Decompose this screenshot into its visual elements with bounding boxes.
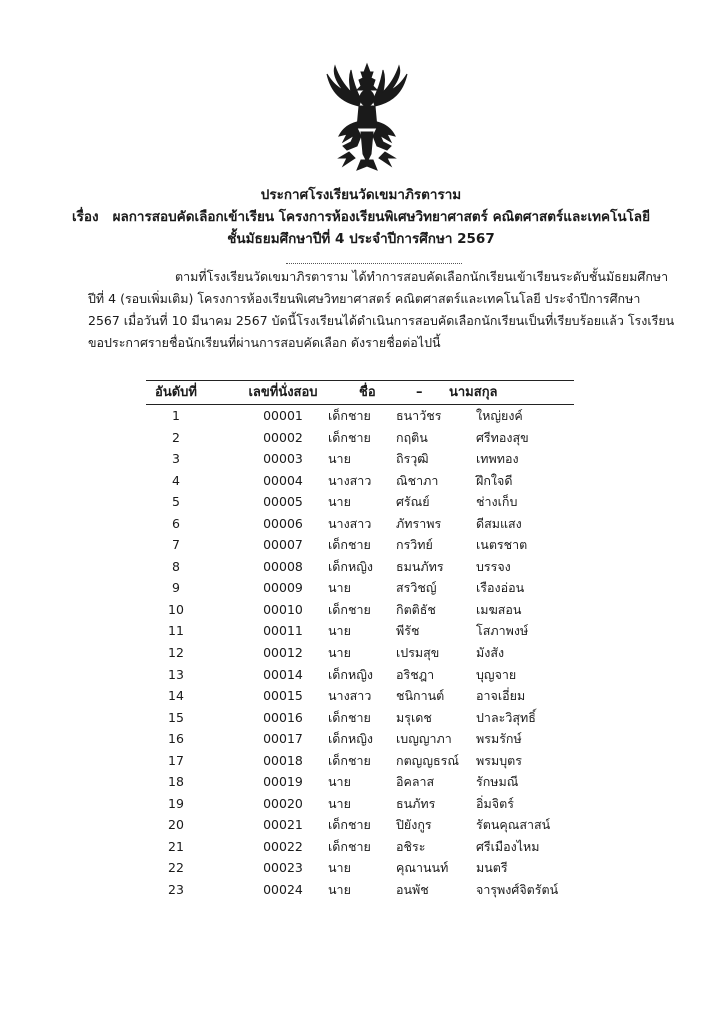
header-name: ชื่อ [359, 385, 376, 400]
body-line-1: ตามที่โรงเรียนวัดเขมาภิรตาราม ได้ทำการสอบคัดเลือกนักเรียนเข้าเรียนระดับชั้นมัธยมศึกษา [175, 269, 669, 284]
table-body [146, 405, 574, 901]
cell-last-name: รัตนคุณสาสน์ [476, 817, 551, 833]
cell-rank: 3 [172, 451, 180, 467]
cell-last-name: ศรีเมืองไหม [476, 838, 540, 854]
cell-rank: 23 [168, 882, 184, 898]
cell-title: เด็กชาย [328, 408, 371, 423]
cell-first-name: ศรัณย์ [396, 494, 430, 510]
cell-seat: 00003 [263, 451, 303, 467]
cell-last-name: เทพทอง [476, 451, 519, 467]
cell-seat: 00024 [263, 882, 303, 898]
cell-seat: 00022 [263, 838, 303, 854]
cell-seat: 00021 [263, 817, 303, 833]
header-rank: อันดับที่ [155, 385, 197, 400]
cell-rank: 13 [168, 666, 184, 682]
table-row [146, 491, 574, 513]
table-row [146, 599, 574, 621]
cell-title: เด็กหญิง [328, 666, 373, 682]
cell-title: เด็กชาย [328, 709, 371, 725]
cell-last-name: ใหญ่ยงค์ [476, 408, 523, 423]
cell-last-name: พรมบุตร [476, 752, 522, 768]
cell-last-name: มังสัง [476, 645, 505, 661]
cell-last-name: อาจเอี่ยม [476, 688, 526, 704]
cell-title: นาย [328, 774, 351, 790]
cell-last-name: ดีสมแสง [476, 515, 522, 531]
cell-title: นาย [328, 795, 351, 811]
header-seat: เลขที่นั่งสอบ [248, 385, 318, 400]
cell-first-name: กตญญธรณ์ [396, 752, 459, 768]
cell-title: นาย [328, 882, 351, 898]
cell-rank: 8 [172, 558, 180, 574]
cell-seat: 00014 [263, 666, 303, 682]
table-row [146, 534, 574, 556]
cell-last-name: อิ่มจิตร์ [476, 795, 514, 811]
cell-last-name: เมฆสอน [476, 601, 522, 617]
cell-seat: 00011 [263, 623, 303, 639]
cell-last-name: รักษมณี [476, 774, 519, 790]
cell-first-name: ปิยังกูร [396, 817, 432, 833]
cell-rank: 20 [168, 817, 184, 833]
cell-rank: 16 [168, 731, 184, 747]
header-dash: – [416, 385, 423, 400]
table-row [146, 685, 574, 707]
cell-first-name: อชิระ [396, 838, 426, 854]
cell-seat: 00007 [263, 537, 303, 553]
cell-first-name: ถิรวุฒิ [396, 451, 429, 467]
cell-seat: 00006 [263, 515, 303, 531]
cell-title: เด็กหญิง [328, 731, 373, 747]
cell-title: นางสาว [328, 472, 372, 488]
cell-last-name: ศรีทองสุข [476, 429, 529, 445]
cell-rank: 15 [168, 709, 184, 725]
cell-first-name: มรุเดช [396, 709, 432, 725]
cell-last-name: มนตรี [476, 860, 508, 876]
cell-rank: 10 [168, 601, 184, 617]
cell-rank: 1 [172, 408, 180, 423]
dotted-divider [286, 263, 462, 264]
cell-rank: 14 [168, 688, 184, 704]
cell-title: เด็กชาย [328, 537, 371, 553]
cell-rank: 6 [172, 515, 180, 531]
cell-first-name: คุณานนท์ [396, 860, 449, 876]
cell-title: นางสาว [328, 515, 372, 531]
cell-first-name: ณิชาภา [396, 472, 439, 488]
table-row [146, 620, 574, 642]
cell-title: นาย [328, 860, 351, 876]
cell-seat: 00018 [263, 752, 303, 768]
cell-title: นาย [328, 494, 351, 510]
cell-first-name: ธนภัทร [396, 795, 436, 811]
cell-title: นาย [328, 580, 351, 596]
table-row [146, 879, 574, 901]
cell-first-name: สรวิชญ์ [396, 580, 437, 596]
announcement-level: ชั้นมัธยมศึกษาปีที่ 4 ประจำปีการศึกษา 2567 [227, 231, 495, 247]
cell-last-name: ปาละวิสุทธิ์ [476, 709, 536, 725]
cell-seat: 00010 [263, 601, 303, 617]
table-row [146, 577, 574, 599]
cell-title: นาย [328, 623, 351, 639]
cell-seat: 00004 [263, 472, 303, 488]
body-line-3: 2567 เมื่อวันที่ 10 มีนาคม 2567 บัดนี้โรงเรียนได้ดำเนินการสอบคัดเลือกนักเรียนเป็นที่เรียบร้อยแล้ว โรงเรียน [88, 313, 675, 328]
cell-title: เด็กชาย [328, 838, 371, 854]
table-row [146, 470, 574, 492]
cell-title: เด็กชาย [328, 817, 371, 833]
cell-first-name: ภัทราพร [396, 515, 442, 531]
cell-first-name: อิคลาส [396, 774, 435, 790]
cell-last-name: บุญจาย [476, 666, 517, 682]
cell-seat: 00005 [263, 494, 303, 510]
cell-title: นาย [328, 451, 351, 467]
cell-rank: 22 [168, 860, 184, 876]
cell-rank: 21 [168, 838, 184, 854]
announcement-subject [0, 206, 722, 228]
cell-title: เด็กชาย [328, 429, 371, 445]
cell-seat: 00008 [263, 558, 303, 574]
table-row [146, 556, 574, 578]
cell-seat: 00023 [263, 860, 303, 876]
cell-last-name: พรมรักษ์ [476, 731, 522, 747]
cell-seat: 00012 [263, 645, 303, 661]
announcement-title: ประกาศโรงเรียนวัดเขมาภิรตาราม [260, 187, 462, 203]
table-row [146, 707, 574, 729]
cell-seat: 00020 [263, 795, 303, 811]
table-row [146, 814, 574, 836]
cell-title: นาย [328, 645, 351, 661]
table-row [146, 448, 574, 470]
cell-rank: 12 [168, 645, 184, 661]
cell-first-name: อนพัช [396, 882, 429, 898]
cell-title: เด็กหญิง [328, 558, 373, 574]
cell-first-name: กิตติธัช [396, 601, 436, 617]
cell-seat: 00015 [263, 688, 303, 704]
table-row [146, 405, 574, 427]
table-row [146, 750, 574, 772]
table-row [146, 771, 574, 793]
cell-first-name: เปรมสุข [396, 645, 440, 661]
cell-rank: 2 [172, 429, 180, 445]
cell-last-name: ช่างเก็บ [476, 494, 518, 510]
table-row [146, 728, 574, 750]
cell-last-name: บรรจง [476, 558, 511, 574]
cell-seat: 00019 [263, 774, 303, 790]
cell-rank: 4 [172, 472, 180, 488]
cell-rank: 11 [168, 623, 184, 639]
cell-last-name: จารุพงศ์จิตรัตน์ [476, 882, 559, 898]
subject-label: เรื่อง [72, 209, 99, 225]
table-row [146, 664, 574, 686]
subject-text: ผลการสอบคัดเลือกเข้าเรียน โครงการห้องเรียนพิเศษวิทยาศาสตร์ คณิตศาสตร์และเทคโนโลยี [112, 209, 650, 225]
cell-seat: 00016 [263, 709, 303, 725]
cell-first-name: กฤติน [396, 429, 428, 445]
table-row [146, 836, 574, 858]
cell-rank: 7 [172, 537, 180, 553]
table-row [146, 427, 574, 449]
table-row [146, 857, 574, 879]
cell-rank: 17 [168, 752, 184, 768]
table-row [146, 642, 574, 664]
cell-first-name: กรวิทย์ [396, 537, 433, 553]
table-header [146, 380, 574, 405]
cell-first-name: ธมนภัทร [396, 558, 444, 574]
cell-last-name: โสภาพงษ์ [476, 623, 529, 639]
cell-seat: 00002 [263, 429, 303, 445]
cell-first-name: อริชฎา [396, 666, 435, 682]
cell-title: เด็กชาย [328, 752, 371, 768]
cell-rank: 9 [172, 580, 180, 596]
cell-first-name: ธนาวัชร [396, 408, 442, 423]
cell-rank: 5 [172, 494, 180, 510]
cell-seat: 00009 [263, 580, 303, 596]
cell-rank: 19 [168, 795, 184, 811]
body-line-2: ปีที่ 4 (รอบเพิ่มเติม) โครงการห้องเรียนพิเศษวิทยาศาสตร์ คณิตศาสตร์และเทคโนโลยี ประจำปีการศึกษา [88, 291, 641, 306]
cell-title: เด็กชาย [328, 601, 371, 617]
header-surname: นามสกุล [449, 385, 498, 400]
cell-first-name: เบญญาภา [396, 731, 452, 747]
cell-first-name: พีรัช [396, 623, 420, 639]
table-row [146, 793, 574, 815]
results-table [146, 380, 574, 901]
garuda-emblem-icon [321, 62, 413, 172]
cell-last-name: ฝึกใจดี [476, 472, 513, 488]
cell-seat: 00001 [263, 408, 303, 423]
cell-seat: 00017 [263, 731, 303, 747]
table-row [146, 513, 574, 535]
cell-title: นางสาว [328, 688, 372, 704]
cell-rank: 18 [168, 774, 184, 790]
cell-first-name: ชนิกานต์ [396, 688, 445, 704]
body-line-4: ขอประกาศรายชื่อนักเรียนที่ผ่านการสอบคัดเลือก ดังรายชื่อต่อไปนี้ [88, 335, 441, 350]
cell-last-name: เนตรชาต [476, 537, 528, 553]
cell-last-name: เรืองอ่อน [476, 580, 525, 596]
